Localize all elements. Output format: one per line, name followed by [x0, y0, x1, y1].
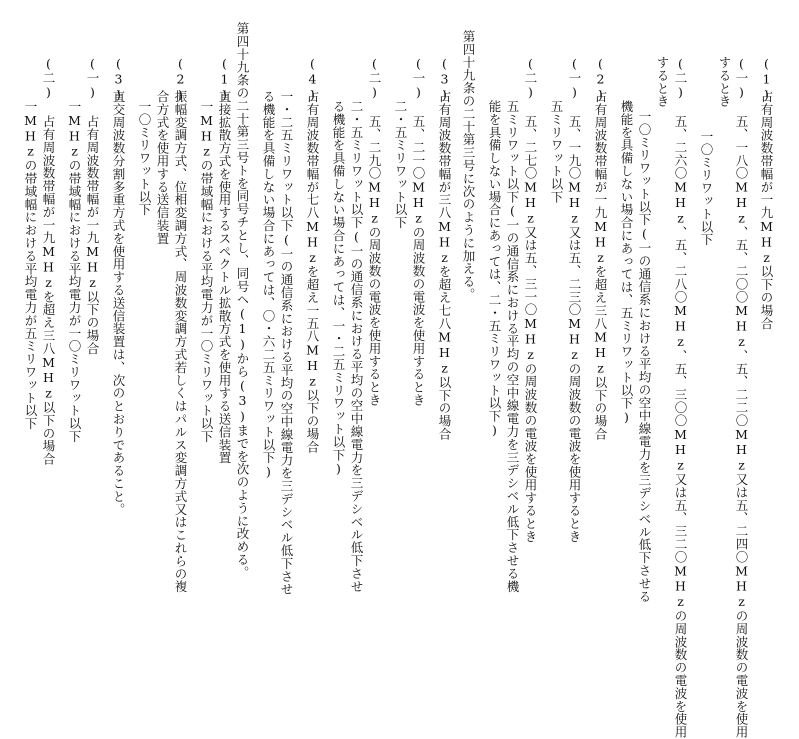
- text-line: (二) 占有周波数帯幅が一九MHzを超え三八MHz以下の場合: [41, 56, 56, 466]
- text-line: するとき: [655, 56, 670, 108]
- text-line: (4): [305, 56, 320, 103]
- text-line: 一〇ミリワット以下: [137, 100, 152, 217]
- text-line: 占有周波数帯幅が三八MHzを超え七八MHz以下の場合: [437, 90, 452, 441]
- text-line: 能を具備しない場合にあっては、二・五ミリワット以下): [487, 100, 502, 438]
- text-line: (一) 五、一八〇MHz、五、二〇〇MHz、五、二二〇MHz又は五、二四〇MHzの周波数の電波を使用: [734, 56, 749, 739]
- text-line: (二) 五、二六〇MHz、五、二八〇MHz、五、三〇〇MHz又は五、三二〇MHzの周波数の電波を使用: [673, 56, 688, 739]
- text-line: 占有周波数帯幅が一九MHzを超え三八MHz以下の場合: [593, 90, 608, 441]
- text-line: (1): [217, 56, 232, 103]
- text-line: (3): [111, 56, 126, 103]
- text-line: 一MHzの帯域幅における平均電力が一〇ミリワット以下: [67, 100, 82, 443]
- text-line: 一・二五ミリワット以下(一の通信系における平均の空中線電力を三デシベル低下させ: [279, 90, 294, 596]
- text-line: 一MHzの帯域幅における平均電力が五ミリワット以下: [23, 100, 38, 430]
- text-line: (2): [173, 56, 188, 103]
- text-line: 占有周波数帯幅が七八MHzを超え一五八MHz以下の場合: [305, 90, 320, 454]
- text-line: (一) 五、一九〇MHz又は五、二三〇MHzの周波数の電波を使用するとき: [567, 56, 582, 543]
- text-line: 一〇ミリワット以下(一の通信系における平均の空中線電力を三デシベル低下させる: [637, 110, 652, 603]
- text-line: 占有周波数帯幅が一九MHz以下の場合: [759, 90, 774, 330]
- text-line: 一MHzの帯域幅における平均電力が一〇ミリワット以下: [199, 100, 214, 443]
- text-line: (2): [593, 56, 608, 103]
- text-line: 五ミリワット以下: [549, 100, 564, 204]
- text-line: る機能を具備しない場合にあっては、一・二五ミリワット以下): [331, 100, 346, 477]
- text-line: (二) 五、二七〇MHz又は五、三一〇MHzの周波数の電波を使用するとき: [523, 56, 538, 543]
- text-line: 一〇ミリワット以下: [699, 130, 714, 247]
- text-line: (二) 五、二九〇MHzの周波数の電波を使用するとき: [367, 56, 382, 407]
- text-line: 合方式を使用する送信装置: [155, 90, 170, 245]
- text-line: 直接拡散方式を使用するスペクトル拡散方式を使用する送信装置: [217, 90, 232, 465]
- text-line: 直交周波数分割多重方式を使用する送信装置は、次のとおりであること。: [111, 90, 126, 516]
- text-line: (1): [759, 56, 774, 103]
- text-line: 第四十九条の二十第三号トを同号チとし、同号ヘ(1)から(3)までを次のように改める。: [235, 22, 250, 579]
- text-line: (一) 占有周波数帯幅が一九MHz以下の場合: [85, 56, 100, 355]
- text-line: するとき: [717, 56, 732, 108]
- text-line: 二・五ミリワット以下: [393, 100, 408, 229]
- text-line: 二・五ミリワット以下(一の通信系における平均の空中線電力を三デシベル低下させ: [349, 100, 364, 593]
- text-line: る機能を具備しない場合にあっては、〇・六二五ミリワット以下): [261, 90, 276, 480]
- text-line: 五ミリワット以下(一の通信系における平均の空中線電力を三デシベル低下させる機: [505, 100, 520, 593]
- text-line: 第四十九条の二十第三号に次のように加える。: [461, 30, 476, 301]
- text-line: 機能を具備しない場合にあっては、五ミリワット以下): [619, 100, 634, 425]
- text-line: (3): [437, 56, 452, 103]
- text-line: (一) 五、二一〇MHzの周波数の電波を使用するとき: [411, 56, 426, 407]
- text-line: 振幅変調方式、位相変調方式、周波数変調方式若しくはパルス変調方式又はこれらの複: [173, 90, 188, 594]
